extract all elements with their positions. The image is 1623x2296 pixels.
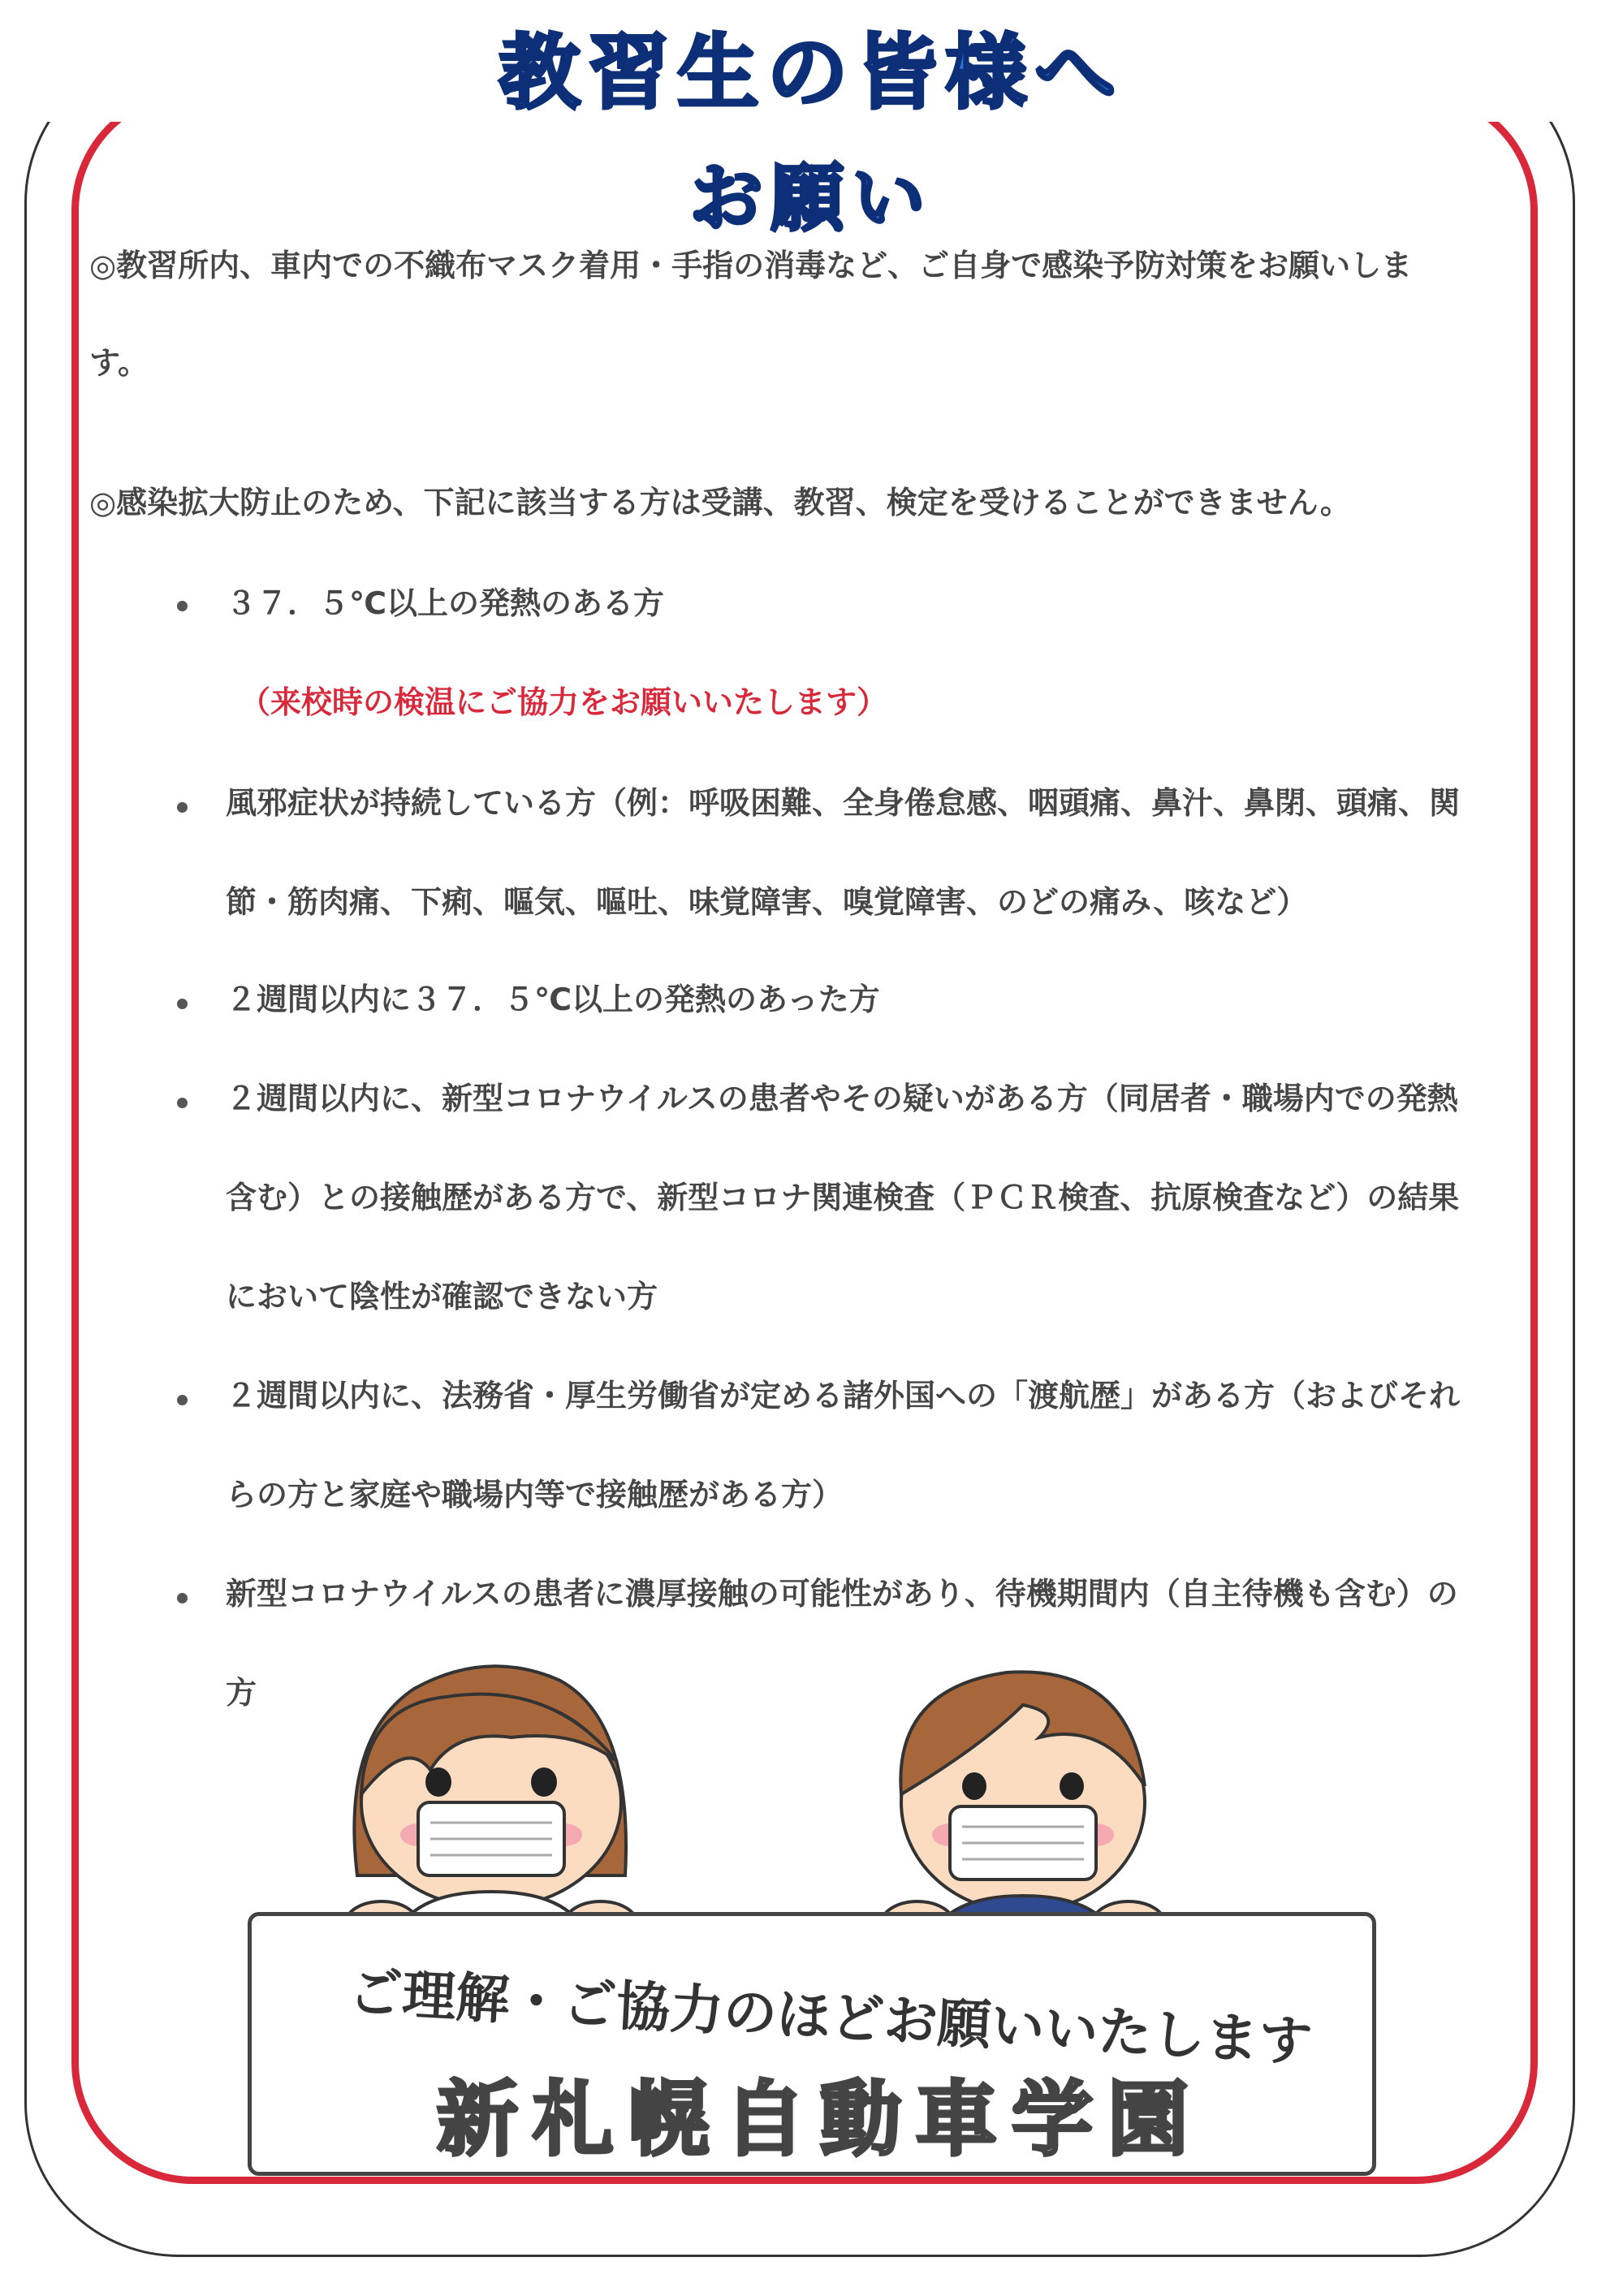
page-title: 教習生の皆様へ (0, 24, 1623, 122)
school-name: 新札幌自動車学園 (437, 2072, 1203, 2167)
masked-children-illustration (309, 1632, 1332, 1957)
condition-recent-fever: ２週間以内に３７．５℃以上の発熱のあった方 (226, 982, 880, 1017)
sign-message: ご理解・ご協力のほどお願いいたします (347, 1961, 1314, 2074)
page-subtitle: お願い (689, 156, 934, 241)
notice-mask-line1: ◎教習所内、車内での不織布マスク着用・手指の消毒など、ご自身で感染予防対策をお願いしま (89, 248, 1413, 283)
condition-close-contact-line1: 新型コロナウイルスの患者に濃厚接触の可能性があり、待機期間内（自主待機も含む）の (226, 1576, 1458, 1612)
bullet-icon (177, 999, 188, 1009)
condition-fever: ３７．５℃以上の発熱のある方 (226, 585, 665, 621)
condition-contact-line3: において陰性が確認できない方 (226, 1279, 658, 1314)
condition-contact-line1: ２週間以内に、新型コロナウイルスの患者やその疑いがある方（同居者・職場内での発熱 (226, 1081, 1458, 1116)
bullet-icon (177, 1593, 188, 1603)
bullet-icon (177, 1098, 188, 1108)
condition-contact-line2: 含む）との接触歴がある方で、新型コロナ関連検査（ＰＣＲ検査、抗原検査など）の結果 (226, 1180, 1460, 1215)
notice-mask-line2: す。 (89, 345, 149, 381)
condition-travel-line2: らの方と家庭や職場内等で接触歴がある方） (226, 1477, 844, 1513)
condition-close-contact-line2: 方 (226, 1675, 257, 1711)
condition-travel-line1: ２週間以内に、法務省・厚生労働省が定める諸外国への「渡航歴」がある方（およびそれ (226, 1378, 1461, 1413)
condition-cold-line2: 節・筋肉痛、下痢、嘔気、嘔吐、味覚障害、嗅覚障害、のどの痛み、咳など） (226, 884, 1308, 920)
bullet-icon (177, 1395, 188, 1405)
bullet-icon (177, 802, 188, 813)
bullet-icon (177, 601, 188, 611)
condition-fever-note: （来校時の検温にご協力をお願いいたします） (240, 684, 888, 720)
condition-cold-line1: 風邪症状が持続している方（例：呼吸困難、全身倦怠感、咽頭痛、鼻汁、鼻閉、頭痛、関 (226, 785, 1461, 821)
notice-restriction: ◎感染拡大防止のため、下記に該当する方は受講、教習、検定を受けることができません。 (89, 485, 1351, 520)
